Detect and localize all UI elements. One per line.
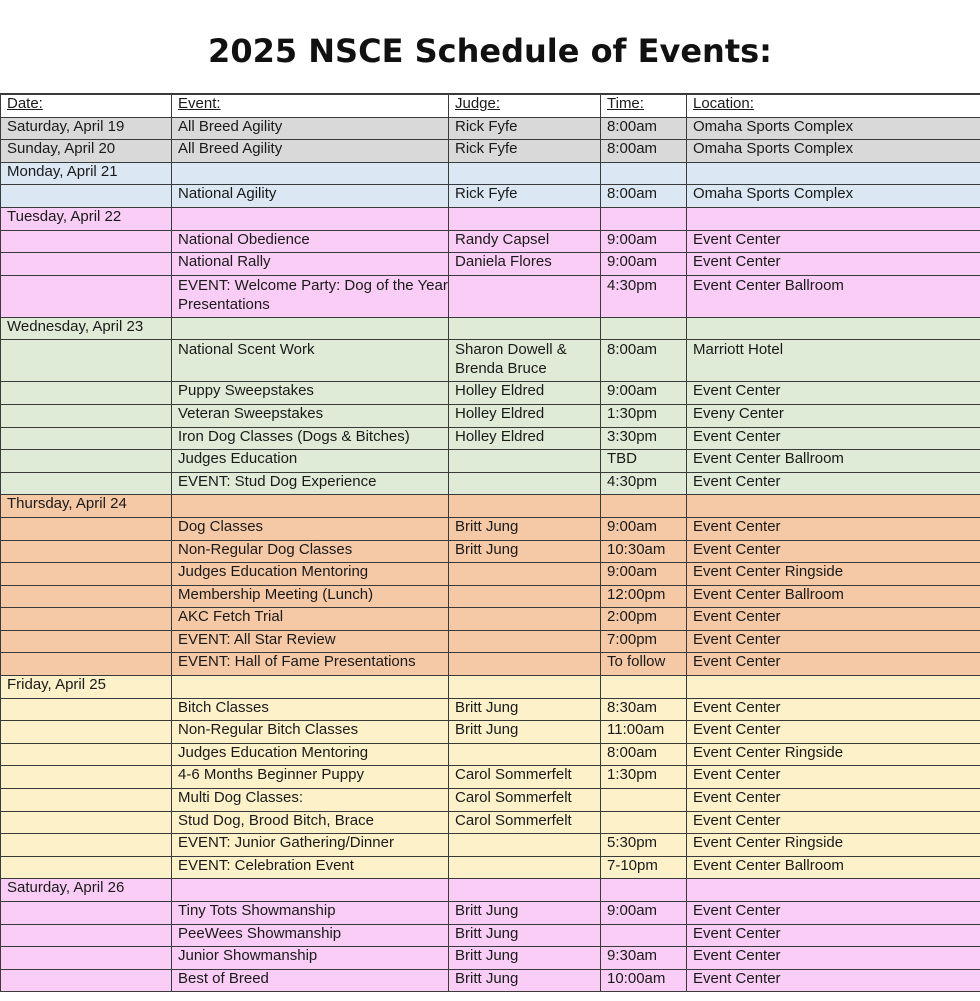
date-cell	[1, 253, 172, 276]
time-cell: 8:00am	[601, 140, 687, 163]
judge-cell: Sharon Dowell & Brenda Bruce	[449, 340, 601, 382]
table-row	[1, 404, 980, 427]
event-cell: National Scent Work	[172, 340, 449, 382]
time-cell: 9:00am	[601, 230, 687, 253]
event-cell: EVENT: Stud Dog Experience	[172, 472, 449, 495]
table-row	[1, 698, 980, 721]
table-row	[1, 743, 980, 766]
location-cell: Event Center	[687, 766, 980, 789]
event-cell: National Obedience	[172, 230, 449, 253]
time-cell: 5:30pm	[601, 834, 687, 857]
date-cell: Wednesday, April 23	[1, 317, 172, 340]
location-cell: Event Center	[687, 630, 980, 653]
table-row	[1, 856, 980, 879]
judge-cell	[449, 585, 601, 608]
event-cell: National Agility	[172, 185, 449, 208]
day-header-row	[1, 879, 980, 902]
event-cell	[172, 879, 449, 902]
judge-cell	[449, 450, 601, 473]
day-header-row	[1, 495, 980, 518]
time-cell: 4:30pm	[601, 472, 687, 495]
date-cell	[1, 766, 172, 789]
date-cell	[1, 427, 172, 450]
location-cell: Event Center	[687, 427, 980, 450]
location-cell: Omaha Sports Complex	[687, 140, 980, 163]
date-cell	[1, 540, 172, 563]
time-cell	[601, 924, 687, 947]
event-cell: Veteran Sweepstakes	[172, 404, 449, 427]
event-cell: EVENT: Junior Gathering/Dinner	[172, 834, 449, 857]
judge-cell	[449, 317, 601, 340]
table-row	[1, 608, 980, 631]
event-cell: Stud Dog, Brood Bitch, Brace	[172, 811, 449, 834]
event-cell	[172, 162, 449, 185]
time-cell: 8:30am	[601, 698, 687, 721]
judge-cell: Britt Jung	[449, 721, 601, 744]
time-cell: 9:00am	[601, 563, 687, 586]
time-cell: 7:00pm	[601, 630, 687, 653]
date-cell	[1, 630, 172, 653]
event-cell: Judges Education	[172, 450, 449, 473]
event-cell: Membership Meeting (Lunch)	[172, 585, 449, 608]
date-cell	[1, 382, 172, 405]
time-cell: 10:30am	[601, 540, 687, 563]
location-cell: Event Center Ringside	[687, 563, 980, 586]
time-cell: 7-10pm	[601, 856, 687, 879]
date-cell	[1, 969, 172, 992]
location-cell: Event Center Ballroom	[687, 275, 980, 317]
event-cell: Junior Showmanship	[172, 947, 449, 970]
judge-cell	[449, 563, 601, 586]
table-row	[1, 382, 980, 405]
date-cell	[1, 924, 172, 947]
date-cell	[1, 585, 172, 608]
date-cell	[1, 947, 172, 970]
date-cell	[1, 856, 172, 879]
header-row	[1, 94, 980, 117]
date-cell: Monday, April 21	[1, 162, 172, 185]
table-row	[1, 140, 980, 163]
location-cell	[687, 162, 980, 185]
location-cell	[687, 207, 980, 230]
time-cell: 9:00am	[601, 517, 687, 540]
time-cell: 2:00pm	[601, 608, 687, 631]
event-cell: All Breed Agility	[172, 117, 449, 140]
location-cell: Event Center	[687, 517, 980, 540]
judge-cell	[449, 207, 601, 230]
time-cell: TBD	[601, 450, 687, 473]
location-cell: Omaha Sports Complex	[687, 185, 980, 208]
location-cell: Event Center	[687, 698, 980, 721]
time-cell: 9:00am	[601, 382, 687, 405]
judge-cell: Randy Capsel	[449, 230, 601, 253]
schedule-table	[0, 93, 980, 992]
day-header-row	[1, 317, 980, 340]
judge-cell: Britt Jung	[449, 698, 601, 721]
location-cell	[687, 317, 980, 340]
table-row	[1, 766, 980, 789]
judge-cell: Carol Sommerfelt	[449, 811, 601, 834]
page-title: 2025 NSCE Schedule of Events:	[208, 32, 772, 70]
table-row	[1, 117, 980, 140]
table-row	[1, 540, 980, 563]
location-cell: Marriott Hotel	[687, 340, 980, 382]
event-cell: Judges Education Mentoring	[172, 743, 449, 766]
judge-cell: Rick Fyfe	[449, 117, 601, 140]
date-cell	[1, 275, 172, 317]
time-cell: 1:30pm	[601, 766, 687, 789]
judge-cell: Britt Jung	[449, 517, 601, 540]
time-cell	[601, 207, 687, 230]
table-row	[1, 253, 980, 276]
judge-cell: Rick Fyfe	[449, 140, 601, 163]
event-cell	[172, 207, 449, 230]
event-cell	[172, 495, 449, 518]
time-cell: 8:00am	[601, 340, 687, 382]
time-cell: 12:00pm	[601, 585, 687, 608]
event-cell: National Rally	[172, 253, 449, 276]
judge-cell: Britt Jung	[449, 540, 601, 563]
event-cell: EVENT: Hall of Fame Presentations	[172, 653, 449, 676]
time-cell: 11:00am	[601, 721, 687, 744]
event-cell	[172, 676, 449, 699]
table-row	[1, 427, 980, 450]
time-cell: To follow	[601, 653, 687, 676]
table-row	[1, 902, 980, 925]
event-cell: Non-Regular Bitch Classes	[172, 721, 449, 744]
table-row	[1, 563, 980, 586]
date-cell: Sunday, April 20	[1, 140, 172, 163]
event-cell: EVENT: All Star Review	[172, 630, 449, 653]
location-cell: Omaha Sports Complex	[687, 117, 980, 140]
table-row	[1, 653, 980, 676]
date-cell	[1, 789, 172, 812]
date-cell	[1, 517, 172, 540]
judge-cell	[449, 653, 601, 676]
date-cell	[1, 743, 172, 766]
location-cell: Event Center	[687, 540, 980, 563]
location-cell: Event Center	[687, 902, 980, 925]
judge-cell	[449, 879, 601, 902]
judge-cell: Britt Jung	[449, 969, 601, 992]
date-cell: Friday, April 25	[1, 676, 172, 699]
date-cell	[1, 902, 172, 925]
table-row	[1, 969, 980, 992]
time-cell: 8:00am	[601, 743, 687, 766]
table-row	[1, 585, 980, 608]
location-cell: Event Center	[687, 811, 980, 834]
location-cell: Event Center Ringside	[687, 743, 980, 766]
time-cell	[601, 811, 687, 834]
date-cell: Saturday, April 19	[1, 117, 172, 140]
table-row	[1, 275, 980, 317]
schedule-body	[1, 117, 980, 992]
location-cell: Event Center	[687, 253, 980, 276]
judge-cell	[449, 472, 601, 495]
time-cell	[601, 879, 687, 902]
event-cell: EVENT: Celebration Event	[172, 856, 449, 879]
date-cell	[1, 834, 172, 857]
time-cell: 9:00am	[601, 253, 687, 276]
table-row	[1, 924, 980, 947]
location-cell: Event Center	[687, 947, 980, 970]
event-cell	[172, 317, 449, 340]
table-row	[1, 834, 980, 857]
event-cell: PeeWees Showmanship	[172, 924, 449, 947]
time-cell	[601, 789, 687, 812]
event-cell: EVENT: Welcome Party: Dog of the Year Presentations	[172, 275, 449, 317]
judge-cell: Holley Eldred	[449, 382, 601, 405]
judge-cell: Britt Jung	[449, 947, 601, 970]
event-cell: Iron Dog Classes (Dogs & Bitches)	[172, 427, 449, 450]
time-cell: 1:30pm	[601, 404, 687, 427]
judge-cell: Carol Sommerfelt	[449, 766, 601, 789]
table-row	[1, 630, 980, 653]
time-cell: 3:30pm	[601, 427, 687, 450]
header-date: Date:	[1, 94, 172, 117]
time-cell: 10:00am	[601, 969, 687, 992]
table-row	[1, 450, 980, 473]
event-cell: Best of Breed	[172, 969, 449, 992]
date-cell	[1, 472, 172, 495]
date-cell	[1, 450, 172, 473]
judge-cell	[449, 275, 601, 317]
judge-cell: Carol Sommerfelt	[449, 789, 601, 812]
event-cell: 4-6 Months Beginner Puppy	[172, 766, 449, 789]
judge-cell	[449, 743, 601, 766]
location-cell: Event Center	[687, 382, 980, 405]
judge-cell	[449, 630, 601, 653]
location-cell: Event Center	[687, 230, 980, 253]
table-row	[1, 230, 980, 253]
table-row	[1, 811, 980, 834]
judge-cell	[449, 495, 601, 518]
judge-cell: Britt Jung	[449, 924, 601, 947]
header-event: Event:	[172, 94, 449, 117]
event-cell: Dog Classes	[172, 517, 449, 540]
location-cell: Event Center	[687, 608, 980, 631]
date-cell	[1, 230, 172, 253]
event-cell: Multi Dog Classes:	[172, 789, 449, 812]
date-cell: Saturday, April 26	[1, 879, 172, 902]
date-cell	[1, 608, 172, 631]
date-cell: Thursday, April 24	[1, 495, 172, 518]
table-row	[1, 721, 980, 744]
location-cell: Event Center Ringside	[687, 834, 980, 857]
date-cell	[1, 340, 172, 382]
location-cell: Event Center	[687, 721, 980, 744]
judge-cell: Holley Eldred	[449, 404, 601, 427]
date-cell: Tuesday, April 22	[1, 207, 172, 230]
location-cell: Event Center	[687, 653, 980, 676]
judge-cell: Holley Eldred	[449, 427, 601, 450]
date-cell	[1, 185, 172, 208]
location-cell: Eveny Center	[687, 404, 980, 427]
day-header-row	[1, 207, 980, 230]
location-cell: Event Center Ballroom	[687, 856, 980, 879]
location-cell: Event Center Ballroom	[687, 450, 980, 473]
judge-cell: Rick Fyfe	[449, 185, 601, 208]
location-cell: Event Center	[687, 969, 980, 992]
judge-cell: Britt Jung	[449, 902, 601, 925]
judge-cell	[449, 856, 601, 879]
table-row	[1, 185, 980, 208]
date-cell	[1, 721, 172, 744]
judge-cell: Daniela Flores	[449, 253, 601, 276]
event-cell: All Breed Agility	[172, 140, 449, 163]
event-cell: Non-Regular Dog Classes	[172, 540, 449, 563]
time-cell	[601, 676, 687, 699]
table-row	[1, 947, 980, 970]
time-cell: 8:00am	[601, 185, 687, 208]
event-cell: Tiny Tots Showmanship	[172, 902, 449, 925]
time-cell	[601, 495, 687, 518]
header-time: Time:	[601, 94, 687, 117]
judge-cell	[449, 676, 601, 699]
table-row	[1, 340, 980, 382]
event-cell: Judges Education Mentoring	[172, 563, 449, 586]
event-cell: Puppy Sweepstakes	[172, 382, 449, 405]
time-cell: 4:30pm	[601, 275, 687, 317]
location-cell	[687, 676, 980, 699]
location-cell: Event Center	[687, 789, 980, 812]
day-header-row	[1, 676, 980, 699]
date-cell	[1, 653, 172, 676]
time-cell: 9:30am	[601, 947, 687, 970]
table-row	[1, 472, 980, 495]
location-cell	[687, 495, 980, 518]
event-cell: Bitch Classes	[172, 698, 449, 721]
location-cell	[687, 879, 980, 902]
table-row	[1, 517, 980, 540]
day-header-row	[1, 162, 980, 185]
judge-cell	[449, 608, 601, 631]
header-location: Location:	[687, 94, 980, 117]
time-cell: 8:00am	[601, 117, 687, 140]
date-cell	[1, 811, 172, 834]
event-cell: AKC Fetch Trial	[172, 608, 449, 631]
time-cell	[601, 162, 687, 185]
location-cell: Event Center Ballroom	[687, 585, 980, 608]
date-cell	[1, 404, 172, 427]
judge-cell	[449, 162, 601, 185]
location-cell: Event Center	[687, 472, 980, 495]
time-cell: 9:00am	[601, 902, 687, 925]
judge-cell	[449, 834, 601, 857]
header-judge: Judge:	[449, 94, 601, 117]
table-row	[1, 789, 980, 812]
date-cell	[1, 563, 172, 586]
location-cell: Event Center	[687, 924, 980, 947]
date-cell	[1, 698, 172, 721]
time-cell	[601, 317, 687, 340]
